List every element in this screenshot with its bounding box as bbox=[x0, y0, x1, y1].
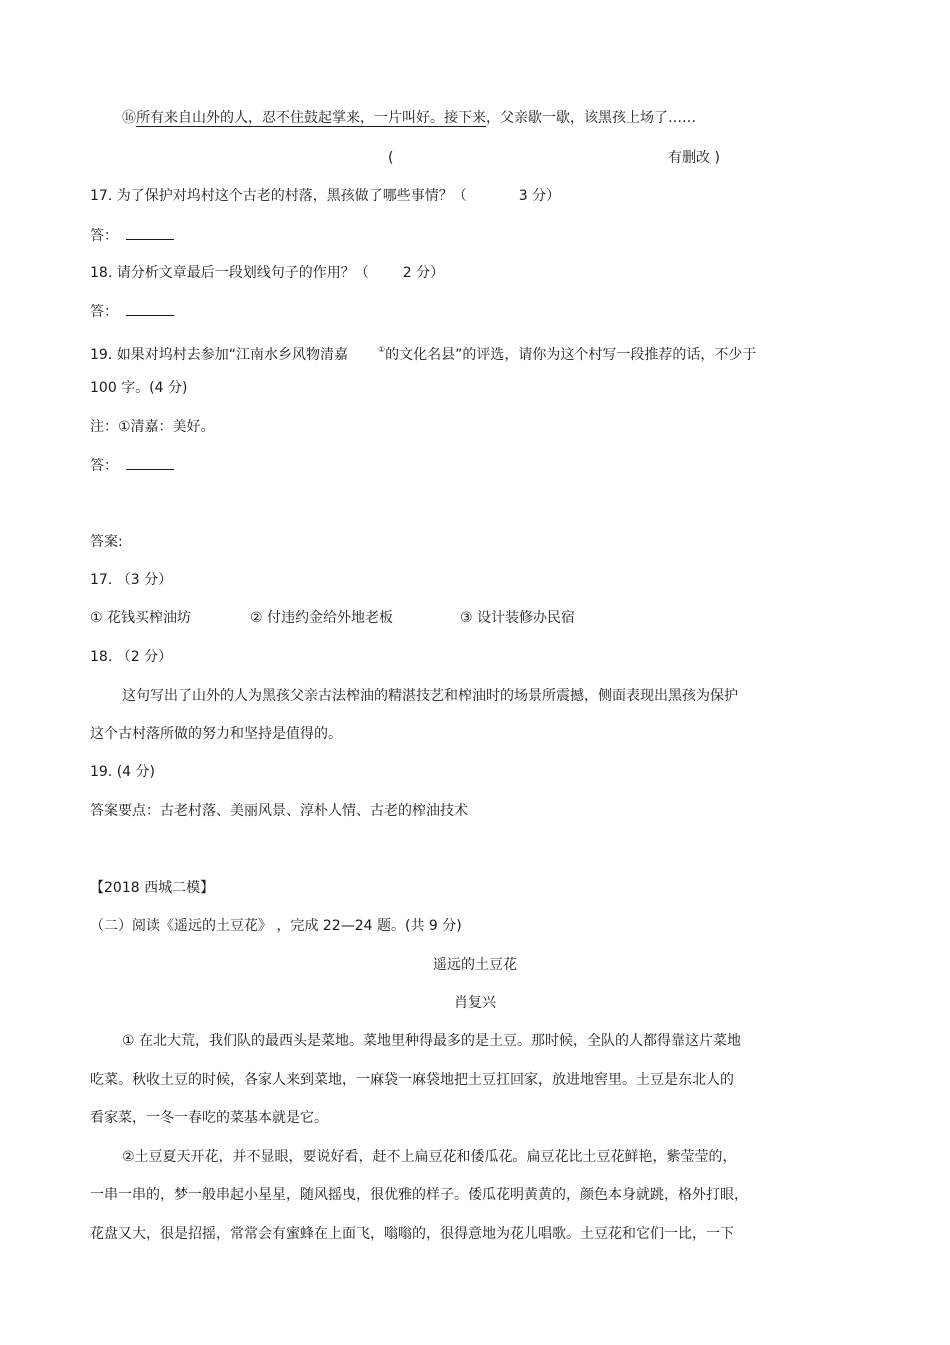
question-18 bbox=[90, 263, 444, 283]
underlined-sentence: 所有来自山外的人，忍不住鼓起掌来，一片叫好。接下来 bbox=[136, 110, 486, 126]
paragraph-1-line-3: 看家菜，一冬一春吃的菜基本就是它。 bbox=[90, 1110, 328, 1126]
answer-line-19 bbox=[90, 455, 174, 476]
paragraph-2-line-3: 花盘又大，很是招摇，常常会有蜜蜂在上面飞，嗡嗡的，很得意地为花儿唱歌。土豆花和它们一比，一下 bbox=[90, 1226, 734, 1242]
paragraph-text: ，父亲歇一歇，该黑孩上场了…… bbox=[486, 110, 696, 126]
answer-18-heading: 18. （2 分） bbox=[90, 649, 173, 665]
question-19 bbox=[90, 340, 756, 365]
footnote: 注：①清嘉：美好。 bbox=[90, 419, 215, 435]
question-text-cont: 的文化名县”的评选，请你为这个村写一段推荐的话，不少于 bbox=[385, 347, 757, 363]
source-paren-open: ( bbox=[388, 150, 394, 166]
source-note: 有删改 ) bbox=[668, 150, 720, 166]
section-tag: 【2018 西城二模】 bbox=[90, 880, 215, 896]
paragraph-2-line-2: 一串一串的，梦一般串起小星星，随风摇曳，很优雅的样子。倭瓜花明黄黄的，颜色本身就跳，格外打眼， bbox=[90, 1187, 748, 1203]
question-score: 3 分） bbox=[518, 188, 561, 204]
answer-17-item-1: ① 花钱买榨油坊 bbox=[90, 610, 192, 626]
article-title: 遥远的土豆花 bbox=[433, 957, 517, 973]
question-19-cont: 100 字。(4 分) bbox=[90, 380, 188, 396]
answer-label: 答： bbox=[90, 458, 118, 474]
answer-17-item-3: ③ 设计装修办民宿 bbox=[460, 610, 576, 626]
question-score: 2 分） bbox=[402, 265, 445, 281]
paragraph-2-line-1: ②土豆夏天开花，并不显眼，要说好看，赶不上扁豆花和倭瓜花。扁豆花比土豆花鲜艳，紫莹莹的， bbox=[122, 1149, 737, 1165]
answer-line-18 bbox=[90, 301, 174, 322]
answer-blank bbox=[126, 225, 174, 240]
question-text: 19. 如果对坞村去参加“江南水乡风物清嘉 bbox=[90, 347, 348, 363]
answer-19-heading: 19. (4 分) bbox=[90, 764, 155, 780]
section-intro: （二）阅读《遥远的土豆花》 ，完成 22—24 题。(共 9 分) bbox=[90, 918, 462, 934]
answer-18-text-cont: 这个古村落所做的努力和坚持是值得的。 bbox=[90, 726, 342, 742]
footnote-marker: ① bbox=[377, 345, 386, 354]
answer-19-text: 答案要点：古老村落、美丽风景、淳朴人情、古老的榨油技术 bbox=[90, 803, 468, 819]
paragraph-16 bbox=[122, 108, 696, 128]
answer-blank bbox=[126, 455, 174, 470]
paragraph-1-line-1: ① 在北大荒，我们队的最西头是菜地。菜地里种得最多的是土豆。那时候，全队的人都得靠这片菜地 bbox=[122, 1033, 741, 1049]
answer-18-text: 这句写出了山外的人为黑孩父亲古法榨油的精湛技艺和榨油时的场景所震撼，侧面表现出黑孩为保护 bbox=[122, 688, 738, 704]
question-text: 17. 为了保护对坞村这个古老的村落，黑孩做了哪些事情？（ bbox=[90, 188, 467, 204]
paragraph-number: ⑯ bbox=[122, 110, 136, 126]
answer-line-17 bbox=[90, 225, 174, 246]
answer-blank bbox=[126, 301, 174, 316]
answer-17-item-2: ② 付违约金给外地老板 bbox=[250, 610, 394, 626]
article-author: 肖复兴 bbox=[454, 995, 496, 1011]
answer-17-heading: 17. （3 分） bbox=[90, 572, 173, 588]
question-17 bbox=[90, 186, 560, 206]
answers-heading: 答案: bbox=[90, 534, 123, 550]
answer-label: 答： bbox=[90, 304, 118, 320]
answer-label: 答： bbox=[90, 228, 118, 244]
paragraph-1-line-2: 吃菜。秋收土豆的时候，各家人来到菜地，一麻袋一麻袋地把土豆扛回家，放进地窖里。土豆是东北人的 bbox=[90, 1072, 734, 1088]
question-text: 18. 请分析文章最后一段划线句子的作用？（ bbox=[90, 265, 369, 281]
